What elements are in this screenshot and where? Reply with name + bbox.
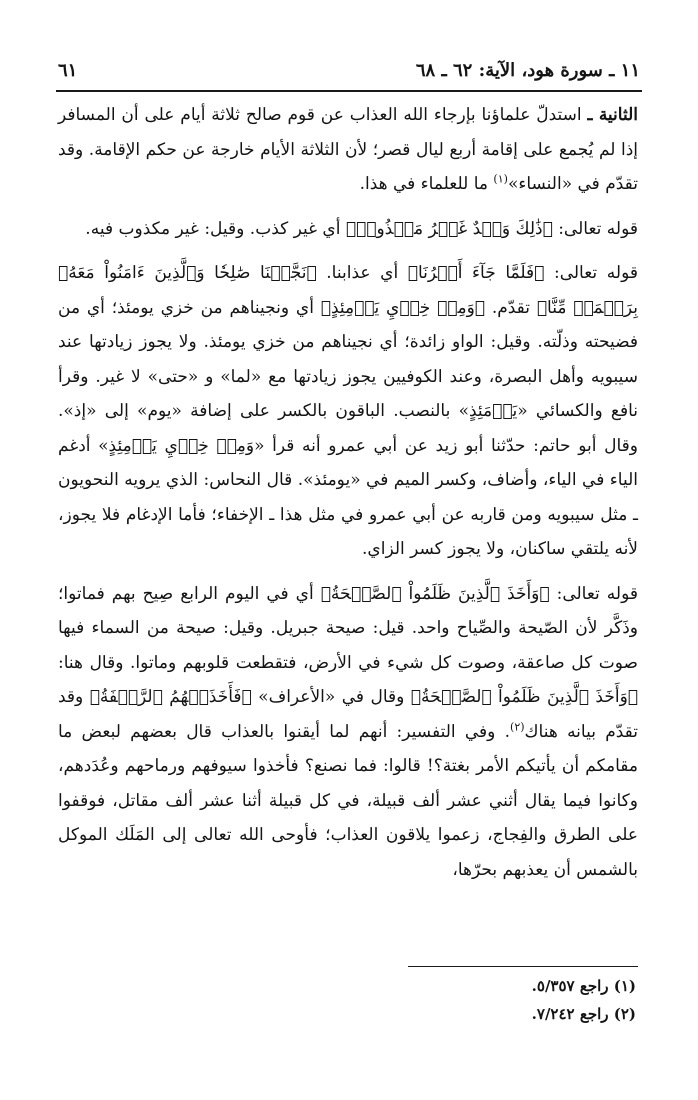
paragraph-text: قوله تعالى: ﴿فَلَمَّا جَآءَ أَمۡرُنَا﴾ أي عذابنا. ﴿نَجَّيۡنَا صَٰلِحٗا وَٱلَّذِينَ ءَامَنُواْ مَعَهُۥ بِرَحۡمَةٖ مِّنَّا﴾ تقدّم. ﴿وَمِنۡ خِزۡيِ يَوۡمِئِذٍ﴾ أي ونجيناهم من خزي يومئذ؛ أي من فضيحته وذلّته. وقيل: الواو زائدة؛ أي نجيناهم من خزي يومئذ. ولا يجوز زيادتها عند سيبويه وأهل البصرة، وعند الكوفيين يجوز زيادتها مع «لما» و «حتى» لا غير. وقرأ نافع والكسائي «يَوۡمَئِذٍ» بالنصب. الباقون بالكسر على إضافة «يوم» إلى «إذ». وقال أبو حاتم: حدّثنا أبو زيد عن أبي عمرو أنه قرأ «وَمِنۡ خِزۡيِ يَوۡمِئِذٍ» أدغم الياء في الياء، وأضاف، وكسر الميم في «يومئذ». قال النحاس: الذي يرويه النحويون ـ مثل سيبويه ومن قاربه عن أبي عمرو في مثل هذا ـ الإخفاء؛ فأما الإدغام فلا يجوز، لأنه يلتقي ساكنان، ولا يجوز كسر الزاي.	[58, 263, 638, 559]
paragraph	[58, 212, 638, 247]
paragraph-text: استدلّ علماؤنا بإرجاء الله العذاب عن قوم صالح ثلاثة أيام على أن المسافر إذا لم يُجمع على إقامة أربع ليال قصر؛ لأن الثلاثة الأيام خارجة عن حكم الإقامة. وقد تقدّم في «النساء»	[58, 105, 638, 194]
footnote-marker: (١)	[493, 172, 508, 186]
footnote-rule	[408, 966, 638, 967]
page-header	[56, 56, 642, 90]
paragraph	[58, 98, 638, 202]
paragraph	[58, 577, 638, 888]
running-title: ١١ ـ سورة هود، الآية: ٦٢ ـ ٦٨	[415, 60, 640, 81]
paragraph-tail: . وفي التفسير: أنهم لما أيقنوا بالعذاب قال بعضهم لبعض ما مقامكم أن يأتيكم الأمر بغتة؟! قالوا: فما نصنع؟ فأخذوا سيوفهم ورماحهم وعُدَدهم، وكانوا فيما يقال أثني عشر ألف قبيلة، في كل قبيلة أثنا عشر ألف مقاتل، فوقفوا على الطرق والفِجاج، زعموا يلاقون العذاب؛ فأوحى الله تعالى إلى المَلَك الموكل بالشمس أن يعذبهم بحرّها،	[58, 721, 639, 880]
paragraph-text: قوله تعالى: ﴿ذَٰلِكَ وَعۡدٌ غَيۡرُ مَكۡذُوبٖ﴾ أي غير كذب. وقيل: غير مكذوب فيه.	[85, 218, 638, 239]
page-number: ٦١	[58, 60, 78, 81]
footnotes	[300, 972, 636, 1028]
paragraph-tail: ما للعلماء في هذا.	[359, 174, 494, 194]
header-rule	[56, 90, 642, 92]
footnote-marker: (٢)	[510, 719, 525, 733]
footnote: (٢) راجع ٧/٢٤٢.	[531, 1005, 636, 1023]
page-body	[58, 98, 638, 897]
paragraph-lead: الثانية ـ	[587, 105, 639, 125]
paragraph-text: قوله تعالى: ﴿وَأَخَذَ ٱلَّذِينَ ظَلَمُواْ ٱلصَّيۡحَةُ﴾ أي في اليوم الرابع صِيح بهم فماتوا؛ وذَكَّر لأن الصّيحة والصِّياح واحد. قيل: صيحة جبريل. وقيل: صيحة من السماء فيها صوت كل صاعقة، وصوت كل شيء في الأرض، فتقطعت قلوبهم وماتوا. وقال هنا: ﴿وَأَخَذَ ٱلَّذِينَ ظَلَمُواْ ٱلصَّيۡحَةُ﴾ وقال في «الأعراف» ﴿فَأَخَذَتۡهُمُ ٱلرَّجۡفَةُ﴾ وقد تقدّم بيانه هناك	[58, 583, 638, 742]
footnote: (١) راجع ٥/٣٥٧.	[531, 977, 636, 995]
paragraph	[58, 256, 638, 567]
